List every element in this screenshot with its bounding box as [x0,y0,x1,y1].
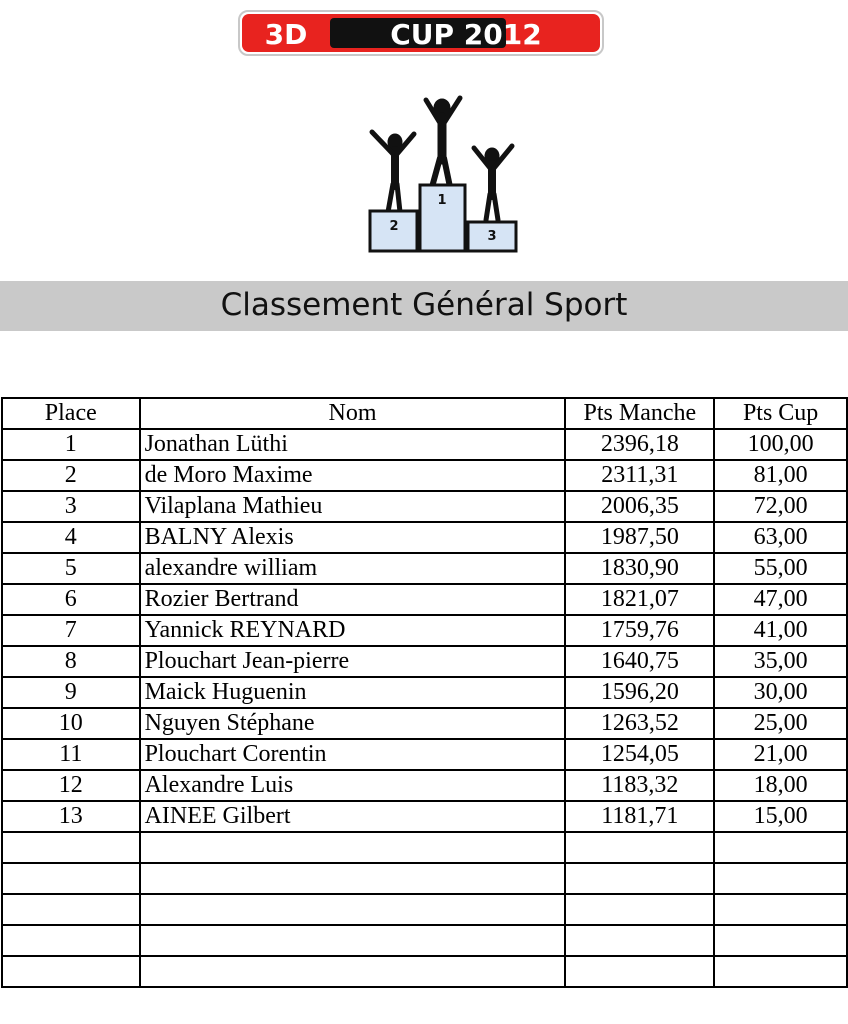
podium-label-3: 3 [487,229,497,244]
cell-place: 6 [2,584,140,615]
table-row [2,863,847,894]
table-header-row [2,398,847,429]
cell-pts-cup: 25,00 [714,708,847,739]
cell-nom [140,863,566,894]
cell-place: 10 [2,708,140,739]
cell-place: 12 [2,770,140,801]
cell-pts-cup: 72,00 [714,491,847,522]
results-body [2,429,847,987]
cell-pts-cup: 63,00 [714,522,847,553]
header-pts-manche: Pts Manche [565,398,714,429]
logo-text-3d: 3D [264,18,308,51]
cell-nom [140,956,566,987]
cell-place: 4 [2,522,140,553]
cell-nom: Alexandre Luis [140,770,566,801]
table-row [2,894,847,925]
table-row [2,460,847,491]
cell-pts-cup [714,832,847,863]
cell-pts-cup: 81,00 [714,460,847,491]
cell-pts-cup: 30,00 [714,677,847,708]
cup-logo [238,10,604,56]
cell-nom: Yannick REYNARD [140,615,566,646]
cell-place: 1 [2,429,140,460]
cell-pts-manche: 1987,50 [565,522,714,553]
cell-pts-manche: 2396,18 [565,429,714,460]
cell-nom: Plouchart Corentin [140,739,566,770]
results-table [1,397,848,988]
logo-text-cup: CUP 2012 [390,18,542,51]
cell-pts-manche: 1254,05 [565,739,714,770]
cell-pts-cup: 47,00 [714,584,847,615]
table-row [2,615,847,646]
cell-nom [140,925,566,956]
cell-pts-cup: 55,00 [714,553,847,584]
cell-pts-cup: 21,00 [714,739,847,770]
cell-pts-cup [714,894,847,925]
table-row [2,801,847,832]
cell-pts-cup [714,925,847,956]
cell-place: 2 [2,460,140,491]
cell-pts-manche: 2311,31 [565,460,714,491]
cell-place: 3 [2,491,140,522]
table-row [2,429,847,460]
table-row [2,925,847,956]
cell-nom: BALNY Alexis [140,522,566,553]
cell-pts-manche [565,832,714,863]
cell-place: 9 [2,677,140,708]
title-band [0,281,848,331]
cell-pts-manche: 1263,52 [565,708,714,739]
table-row [2,770,847,801]
cell-nom: Rozier Bertrand [140,584,566,615]
cell-pts-manche: 2006,35 [565,491,714,522]
cell-pts-cup: 100,00 [714,429,847,460]
cell-place: 8 [2,646,140,677]
header-nom: Nom [140,398,566,429]
cell-pts-manche [565,863,714,894]
cell-pts-cup: 35,00 [714,646,847,677]
cell-place [2,832,140,863]
cell-pts-manche: 1830,90 [565,553,714,584]
table-row [2,553,847,584]
cell-nom: AINEE Gilbert [140,801,566,832]
cell-nom [140,832,566,863]
cell-nom [140,894,566,925]
cell-pts-cup: 41,00 [714,615,847,646]
table-row [2,677,847,708]
cell-nom: Nguyen Stéphane [140,708,566,739]
cell-place [2,956,140,987]
podium-illustration [362,90,522,254]
cell-pts-cup: 15,00 [714,801,847,832]
cell-nom: Jonathan Lüthi [140,429,566,460]
cell-place [2,863,140,894]
header-place: Place [2,398,140,429]
table-row [2,832,847,863]
cell-pts-manche: 1183,32 [565,770,714,801]
cell-nom: Vilaplana Mathieu [140,491,566,522]
cell-place: 7 [2,615,140,646]
cell-nom: Plouchart Jean-pierre [140,646,566,677]
cell-pts-manche: 1640,75 [565,646,714,677]
table-row [2,522,847,553]
cell-pts-cup: 18,00 [714,770,847,801]
cell-nom: Maick Huguenin [140,677,566,708]
podium-label-2: 2 [389,219,399,234]
cell-pts-manche: 1596,20 [565,677,714,708]
page-title: Classement Général Sport [220,287,628,323]
cell-pts-cup [714,863,847,894]
cell-place: 5 [2,553,140,584]
cell-place [2,925,140,956]
cell-place: 13 [2,801,140,832]
table-row [2,708,847,739]
cell-pts-manche [565,956,714,987]
cell-pts-manche: 1821,07 [565,584,714,615]
cell-nom: de Moro Maxime [140,460,566,491]
table-row [2,956,847,987]
table-row [2,739,847,770]
podium-label-1: 1 [437,193,447,208]
table-row [2,646,847,677]
cell-pts-manche [565,925,714,956]
cell-pts-manche: 1181,71 [565,801,714,832]
cell-pts-cup [714,956,847,987]
header-pts-cup: Pts Cup [714,398,847,429]
cell-place [2,894,140,925]
cell-place: 11 [2,739,140,770]
table-row [2,491,847,522]
table-row [2,584,847,615]
cell-pts-manche [565,894,714,925]
cell-pts-manche: 1759,76 [565,615,714,646]
cell-nom: alexandre william [140,553,566,584]
